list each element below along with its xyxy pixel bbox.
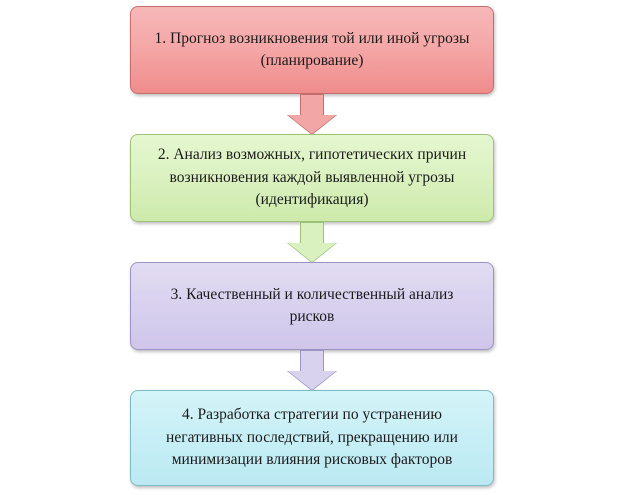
arrow-down-icon-3 xyxy=(288,350,336,390)
arrow-down-icon-2 xyxy=(288,222,336,262)
arrow-down-icon-1 xyxy=(288,94,336,134)
flowchart-step-2 xyxy=(130,134,494,222)
flowchart-step-4 xyxy=(130,390,494,486)
flowchart-step-3 xyxy=(130,262,494,350)
flowchart-step-4-label: 4. Разработка стратегии по устранению негативных последствий, прекращению или минимизации влияния рисковых факторов xyxy=(166,406,458,469)
flowchart-step-3-label: 3. Качественный и количественный анализ рисков xyxy=(170,285,454,325)
flowchart-step-1-label: 1. Прогноз возникновения той или иной угрозы (планирование) xyxy=(154,29,470,69)
flowchart-step-2-label: 2. Анализ возможных, гипотетических причин возникновения каждой выявленной угрозы (идентификация) xyxy=(157,146,467,209)
flowchart-step-1 xyxy=(130,6,494,94)
